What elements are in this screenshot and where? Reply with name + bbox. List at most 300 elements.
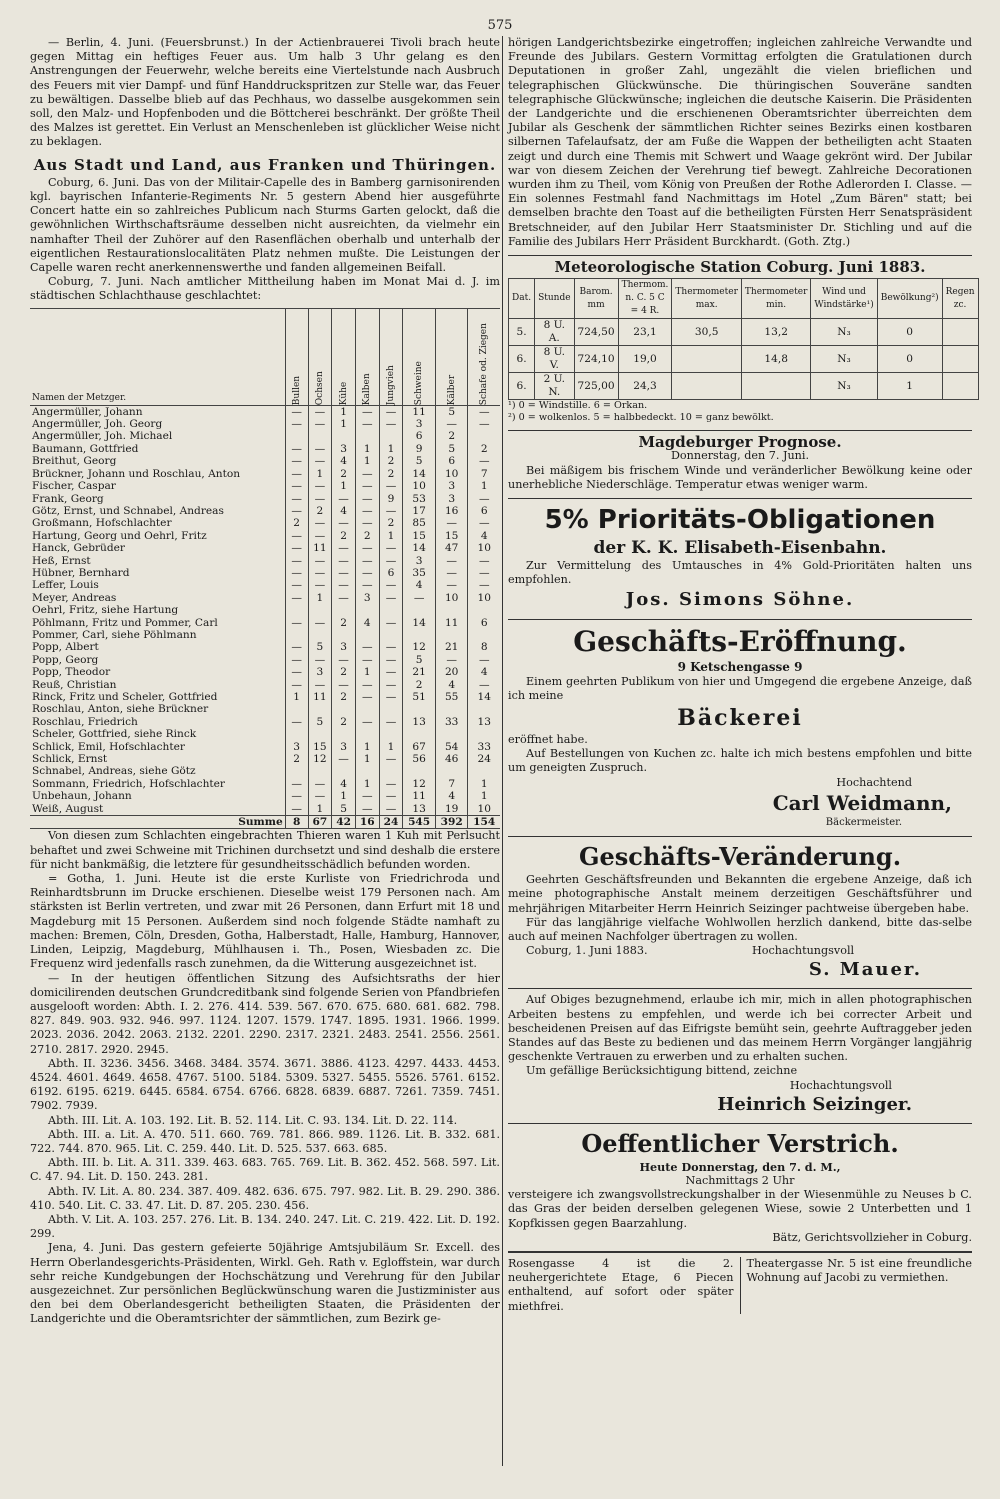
row-cell: 6 bbox=[435, 455, 468, 467]
table-row bbox=[30, 778, 500, 790]
row-cell: 3 bbox=[308, 666, 332, 678]
weather-cell: 1 bbox=[877, 373, 942, 400]
column-divider bbox=[502, 36, 503, 1466]
ad-photo-text: Auf Obiges bezugnehmend, erlaube ich mir, mich in allen photographischen Arbeiten bestens zu empfehlen, und werde ich bei correcter Arbeit und bescheidenen Preisen auf das Eifrigste bemüht sein, geehrte Auftraggeber jeden Standes auf das Beste zu bedienen und das meinem Herrn Vorgänger langjährig geschenkte Vertrauen zu erwerben und zu erhalten suchen. bbox=[508, 993, 972, 1064]
row-cell: 2 bbox=[379, 517, 403, 529]
weather-row bbox=[509, 373, 979, 400]
row-cell: — bbox=[379, 418, 403, 430]
weather-header-col: Thermometer max. bbox=[672, 279, 742, 319]
row-cell: 9 bbox=[379, 493, 403, 505]
row-name: Popp, Theodor bbox=[32, 666, 111, 679]
weather-cell: 5. bbox=[509, 319, 535, 346]
row-cell: 1 bbox=[468, 778, 500, 790]
row-cell: — bbox=[355, 505, 379, 517]
table-row bbox=[30, 641, 500, 653]
row-cell: 85 bbox=[403, 517, 436, 529]
weather-cell: 724,10 bbox=[574, 346, 618, 373]
table-row bbox=[30, 666, 500, 678]
row-cell: 10 bbox=[435, 592, 468, 604]
row-cell: — bbox=[308, 455, 332, 467]
table-header-col: Kalben bbox=[355, 308, 379, 405]
row-cell: — bbox=[285, 405, 308, 418]
weather-cell: N₃ bbox=[811, 373, 877, 400]
ad-change-name: S. Mauer. bbox=[808, 959, 922, 981]
row-cell: 12 bbox=[308, 753, 332, 765]
row-name: Weiß, August bbox=[32, 802, 104, 815]
row-cell: 1 bbox=[355, 666, 379, 678]
row-cell: — bbox=[355, 679, 379, 691]
article-coburg-slaughter: Coburg, 7. Juni. Nach amtlicher Mittheilung haben im Monat Mai d. J. im städtischen Schlachthause geschlachtet: bbox=[30, 275, 500, 303]
weather-cell: 14,8 bbox=[741, 346, 811, 373]
row-name: Sommann, Friedrich, Hofschlachter bbox=[32, 777, 225, 790]
article-coburg-concert: Coburg, 6. Juni. Das von der Militair-Capelle des in Bamberg garnisonirenden kgl. bayrischen Infanterie-Regiments Nr. 5 gestern Abend hier ausgeführte Concert hatte ein so zahlreiches Publicum nach Sturms Garten gelockt, daß die gewöhnlichen Wirthschaftsräume desselben nicht ausreichten, da vielmehr ein namhafter Theil der Zuhörer auf den Rasenflächen oberhalb und unterhalb der eigentlichen Restaurationslocalitäten Platz nehmen mußte. Die Leistungen der Capelle waren recht anerkennenswerthe und fanden allgemeinen Beifall. bbox=[30, 175, 500, 275]
row-cell: 2 bbox=[285, 753, 308, 765]
row-cell: — bbox=[308, 405, 332, 418]
row-cell: 1 bbox=[308, 803, 332, 816]
row-cell bbox=[285, 728, 308, 740]
row-cell: — bbox=[379, 803, 403, 816]
row-cell: — bbox=[332, 579, 356, 591]
ad-opening-shop: Bäckerei bbox=[677, 705, 803, 732]
weather-header-col: Barom. mm bbox=[574, 279, 618, 319]
table-row bbox=[30, 542, 500, 554]
ad-obligations-title: 5% Prioritäts-Obligationen bbox=[544, 505, 936, 536]
row-cell bbox=[379, 629, 403, 641]
weather-cell: N₃ bbox=[811, 346, 877, 373]
row-cell: 11 bbox=[308, 542, 332, 554]
ad-opening-name: Carl Weidmann, bbox=[772, 790, 952, 815]
row-cell bbox=[355, 604, 379, 616]
row-cell bbox=[308, 430, 332, 442]
row-cell: 54 bbox=[435, 741, 468, 753]
table-row bbox=[30, 405, 500, 418]
table-row bbox=[30, 753, 500, 765]
row-cell bbox=[285, 765, 308, 777]
row-cell: 5 bbox=[403, 654, 436, 666]
row-cell: 1 bbox=[379, 741, 403, 753]
weather-cell: 19,0 bbox=[618, 346, 672, 373]
row-cell: 1 bbox=[468, 790, 500, 802]
row-cell: 6 bbox=[403, 430, 436, 442]
ad-opening-role: Bäckermeister. bbox=[825, 816, 902, 828]
row-cell: 11 bbox=[435, 617, 468, 629]
row-name: Roschlau, Friedrich bbox=[32, 715, 138, 728]
row-cell: — bbox=[379, 666, 403, 678]
row-cell bbox=[403, 629, 436, 641]
row-cell bbox=[468, 765, 500, 777]
row-cell bbox=[332, 703, 356, 715]
row-cell bbox=[435, 629, 468, 641]
row-cell: — bbox=[285, 530, 308, 542]
row-cell: — bbox=[435, 517, 468, 529]
row-cell: 56 bbox=[403, 753, 436, 765]
ad-opening-text-2: eröffnet habe. bbox=[508, 733, 588, 747]
row-cell: 47 bbox=[435, 542, 468, 554]
row-cell: — bbox=[468, 679, 500, 691]
row-cell: 4 bbox=[435, 679, 468, 691]
table-row bbox=[30, 455, 500, 467]
row-cell bbox=[403, 765, 436, 777]
row-cell: — bbox=[355, 405, 379, 418]
row-cell: 2 bbox=[285, 517, 308, 529]
weather-cell: 6. bbox=[509, 346, 535, 373]
ad-change-text-2: Für das langjährige vielfache Wohlwollen herzlich dankend, bitte das-selbe auch auf meinen Nachfolger übertragen zu wollen. bbox=[508, 915, 972, 943]
row-cell: 2 bbox=[332, 666, 356, 678]
row-cell: — bbox=[285, 567, 308, 579]
row-cell: — bbox=[355, 691, 379, 703]
row-cell bbox=[379, 728, 403, 740]
row-cell: 67 bbox=[403, 741, 436, 753]
row-cell: 8 bbox=[468, 641, 500, 653]
row-cell: 53 bbox=[403, 493, 436, 505]
ad-change-greeting: Hochachtungsvoll bbox=[752, 944, 855, 958]
row-cell: 5 bbox=[332, 803, 356, 816]
row-cell: — bbox=[285, 716, 308, 728]
row-cell: 1 bbox=[332, 418, 356, 430]
weather-row bbox=[509, 346, 979, 373]
weather-header-col: Thermometer min. bbox=[741, 279, 811, 319]
row-cell: 17 bbox=[403, 505, 436, 517]
row-cell: 6 bbox=[468, 505, 500, 517]
row-cell: 3 bbox=[403, 555, 436, 567]
right-column bbox=[508, 36, 975, 1314]
row-cell: 3 bbox=[332, 641, 356, 653]
row-name: Leffer, Louis bbox=[32, 579, 99, 592]
row-cell: — bbox=[285, 455, 308, 467]
row-cell: 35 bbox=[403, 567, 436, 579]
row-cell: — bbox=[435, 555, 468, 567]
row-cell: — bbox=[379, 480, 403, 492]
row-cell: 2 bbox=[332, 716, 356, 728]
row-name: Angermüller, Joh. Georg bbox=[32, 418, 163, 431]
ad-obligations-firm: Jos. Simons Söhne. bbox=[625, 589, 855, 611]
row-cell: — bbox=[355, 418, 379, 430]
row-cell bbox=[468, 728, 500, 740]
ad-auction-time: Nachmittags 2 Uhr bbox=[685, 1173, 795, 1187]
row-cell: 1 bbox=[355, 443, 379, 455]
row-cell: 12 bbox=[403, 641, 436, 653]
ad-opening-text: Einem geehrten Publikum von hier und Umgegend die ergebene Anzeige, daß ich meine bbox=[508, 674, 972, 702]
row-cell: 1 bbox=[355, 778, 379, 790]
row-cell: — bbox=[332, 753, 356, 765]
row-cell: — bbox=[379, 579, 403, 591]
prognosis-text: Bei mäßigem bis frischem Winde und veränderlicher Bewölkung keine oder unerhebliche Niederschläge. Temperatur etwas weniger warm. bbox=[508, 463, 972, 491]
weather-cell: 8 U. A. bbox=[535, 319, 574, 346]
row-cell: — bbox=[308, 555, 332, 567]
row-cell: 14 bbox=[403, 468, 436, 480]
row-cell: 4 bbox=[332, 778, 356, 790]
row-cell: 15 bbox=[403, 530, 436, 542]
article-lottery-7: Abth. V. Lit. A. 103. 257. 276. Lit. B. 134. 240. 247. Lit. C. 219. 422. Lit. D. 192. 299. bbox=[30, 1212, 500, 1241]
row-cell bbox=[332, 765, 356, 777]
row-cell: — bbox=[468, 493, 500, 505]
ad-change-date: Coburg, 1. Juni 1883. bbox=[526, 944, 648, 958]
row-cell bbox=[308, 765, 332, 777]
row-cell: 2 bbox=[379, 468, 403, 480]
row-cell: 7 bbox=[435, 778, 468, 790]
row-cell: 10 bbox=[468, 542, 500, 554]
row-cell: — bbox=[355, 517, 379, 529]
table-row bbox=[30, 418, 500, 430]
row-cell: 2 bbox=[355, 530, 379, 542]
row-cell: — bbox=[285, 803, 308, 816]
ad-auction-text: versteigere ich zwangsvollstreckungshalber in der Wiesenmühle zu Neuses b C. das Gras der beiden derselben gelegenen Wiese, sowie 2 Unterbetten und 1 Kopfkissen gegen Baarzahlung. bbox=[508, 1188, 972, 1230]
left-column bbox=[30, 36, 500, 1327]
ad-auction-title: Oeffentlicher Verstrich. bbox=[581, 1128, 899, 1158]
row-cell: — bbox=[435, 579, 468, 591]
row-name: Schlick, Emil, Hofschlachter bbox=[32, 740, 185, 753]
table-row bbox=[30, 493, 500, 505]
ad-change-title: Geschäfts-Veränderung. bbox=[578, 842, 902, 872]
ad-photo-text-2: Um gefällige Berücksichtigung bittend, zeichne bbox=[526, 1064, 798, 1078]
row-cell bbox=[355, 703, 379, 715]
row-cell: — bbox=[468, 555, 500, 567]
row-cell: 3 bbox=[403, 418, 436, 430]
row-cell: — bbox=[379, 405, 403, 418]
row-cell: — bbox=[285, 418, 308, 430]
row-cell: — bbox=[332, 567, 356, 579]
table-header-col: Jungvieh bbox=[379, 308, 403, 405]
row-cell: 3 bbox=[332, 443, 356, 455]
row-cell: — bbox=[308, 617, 332, 629]
weather-note-clouds: ²) 0 = wolkenlos. 5 = halbbedeckt. 10 = ganz bewölkt. bbox=[508, 412, 774, 424]
table-row bbox=[30, 592, 500, 604]
table-row bbox=[30, 505, 500, 517]
table-sum-row bbox=[30, 816, 500, 829]
row-name: Breithut, Georg bbox=[32, 455, 117, 468]
table-header-col: Bullen bbox=[285, 308, 308, 405]
row-cell: 2 bbox=[332, 617, 356, 629]
ad-opening-text-3: Auf Bestellungen von Kuchen zc. halte ich mich bestens empfohlen und bitte um geneigten Zuspruch. bbox=[508, 747, 972, 775]
row-cell: — bbox=[379, 505, 403, 517]
row-cell: 14 bbox=[468, 691, 500, 703]
row-cell: 14 bbox=[403, 542, 436, 554]
row-cell: — bbox=[355, 641, 379, 653]
row-cell: 2 bbox=[379, 455, 403, 467]
row-name: Hanck, Gebrüder bbox=[32, 542, 125, 555]
row-cell: 19 bbox=[435, 803, 468, 816]
row-cell: 13 bbox=[403, 803, 436, 816]
row-cell: — bbox=[355, 803, 379, 816]
row-name: Hartung, Georg und Oehrl, Fritz bbox=[32, 529, 207, 542]
article-jena-continued: hörigen Landgerichtsbezirke eingetroffen; ingleichen zahlreiche Verwandte und Freunde des Jubilars. Gestern Vormittag erfolgten die Gratulationen durch Deputationen in großer Zahl, ungezählt die vielen brieflichen und telegraphischen Glückwünsche. Die thüringischen Souveräne sandten telegraphische Glückwünsche; ingleichen die deutsche Kaiserin. Die Präsidenten der Landgerichte und die erschienenen Oberamtsrichter überreichten dem Jubilar als Geschenk der sämmtlichen Richter seines Bezirks einen kostbaren silbernen Tafelaufsatz, der am Fuße die Wappen der betheiligten acht Staaten zeigt und durch eine Themis mit Schwert und Waage gekrönt wird. Der Jubilar war von diesem Zeichen der Verehrung tief bewegt. Zahlreiche Decorationen wurden ihm zu Theil, vom König von Preußen der Rothe Adlerorden I. Classe. — Ein solennes Festmahl fand Nachmittags im Hotel „Zum Bären" statt; bei demselben brachte den Toast auf die betheiligten Fürsten Herr Senatspräsident Bretschneider, auf den Jubilar Herr Staatsminister Dr. Stichling und auf die Familie des Jubilars Herr Präsident Burckhardt. (Goth. Ztg.) bbox=[508, 36, 972, 248]
weather-note-wind: ¹) 0 = Windstille. 6 = Orkan. bbox=[508, 400, 648, 412]
row-cell: 2 bbox=[468, 443, 500, 455]
row-name: Brückner, Johann und Roschlau, Anton bbox=[32, 467, 241, 480]
row-cell: — bbox=[332, 542, 356, 554]
row-name: Götz, Ernst, und Schnabel, Andreas bbox=[32, 504, 224, 517]
row-cell: — bbox=[285, 617, 308, 629]
sum-cell: 42 bbox=[332, 816, 356, 829]
article-after-table: Von diesen zum Schlachten eingebrachten Thieren waren 1 Kuh mit Perlsucht behaftet und zwei Schweine mit Trichinen durchsetzt und sind deshalb die erstere für nicht bankmäßig, die letztere für gesundheitsschädlich befunden worden. bbox=[30, 829, 500, 871]
table-header-col: Ochsen bbox=[308, 308, 332, 405]
row-cell: — bbox=[379, 542, 403, 554]
row-cell: — bbox=[285, 542, 308, 554]
ad-photo-greeting: Hochachtungsvoll bbox=[789, 1078, 892, 1092]
row-cell: — bbox=[379, 592, 403, 604]
article-jena: Jena, 4. Juni. Das gestern gefeierte 50jährige Amtsjubiläum Sr. Excell. des Herrn Oberlandesgerichts-Präsidenten, Wirkl. Geh. Rath v. Egloffstein, war durch sehr reiche Kundgebungen der Hochschätzung und Verehrung für den Jubilar ausgezeichnet. Zur persönlichen Beglückwünschung waren die Justizminister aus den bei dem Oberlandesgericht betheiligten Staaten, die Präsidenten der Landgerichte und die Oberamtsrichter der sämmtlichen, zum Bezirk ge- bbox=[30, 1241, 500, 1326]
row-cell: — bbox=[355, 579, 379, 591]
row-cell: 5 bbox=[435, 405, 468, 418]
weather-cell bbox=[672, 373, 742, 400]
row-cell: — bbox=[308, 778, 332, 790]
table-row bbox=[30, 604, 500, 616]
sum-label: Summe bbox=[30, 816, 285, 829]
row-cell: — bbox=[308, 567, 332, 579]
ad-opening-greeting: Hochachtend bbox=[836, 775, 912, 789]
row-cell bbox=[468, 430, 500, 442]
row-cell: — bbox=[308, 679, 332, 691]
row-cell: 9 bbox=[403, 443, 436, 455]
row-cell: 33 bbox=[468, 741, 500, 753]
row-cell: 4 bbox=[468, 666, 500, 678]
weather-cell: 8 U. V. bbox=[535, 346, 574, 373]
row-cell: 11 bbox=[403, 790, 436, 802]
row-cell: 3 bbox=[435, 493, 468, 505]
row-name: Rinck, Fritz und Scheler, Gottfried bbox=[32, 691, 218, 703]
row-cell: 5 bbox=[435, 443, 468, 455]
row-cell: — bbox=[355, 555, 379, 567]
row-cell: — bbox=[285, 480, 308, 492]
row-cell bbox=[332, 604, 356, 616]
row-cell: — bbox=[379, 654, 403, 666]
row-cell: 4 bbox=[403, 579, 436, 591]
row-cell: 5 bbox=[308, 641, 332, 653]
row-cell: — bbox=[285, 592, 308, 604]
row-cell bbox=[435, 604, 468, 616]
table-row bbox=[30, 430, 500, 442]
row-cell: — bbox=[379, 790, 403, 802]
row-cell: 13 bbox=[468, 716, 500, 728]
row-cell: 21 bbox=[435, 641, 468, 653]
row-cell bbox=[285, 703, 308, 715]
article-gotha: = Gotha, 1. Juni. Heute ist die erste Kurliste von Friedrichroda und Reinhardtsbrunn im Drucke erschienen. Dieselbe weist 179 Personen nach. Am stärksten ist Berlin vertreten, und zwar mit 26 Personen, dann Erfurt mit 18 und Magdeburg mit 15 Personen. Außerdem sind noch folgende Städte namhaft zu machen: Bremen, Cöln, Dresden, Gotha, Halberstadt, Halle, Hamburg, Hannover, Linden, Leipzig, Magdeburg, Mühlhausen i. Th., Posen, Wiesbaden zc. Die Frequenz wird jedenfalls rasch zunehmen, da die Witterung ausgezeichnet ist. bbox=[30, 872, 500, 971]
row-cell bbox=[403, 604, 436, 616]
row-cell: 1 bbox=[332, 790, 356, 802]
sum-cell: 154 bbox=[468, 816, 500, 829]
row-cell: 1 bbox=[468, 480, 500, 492]
row-cell bbox=[308, 703, 332, 715]
row-cell bbox=[332, 629, 356, 641]
row-cell: 51 bbox=[403, 691, 436, 703]
weather-cell: 30,5 bbox=[672, 319, 742, 346]
sum-cell: 545 bbox=[403, 816, 436, 829]
row-cell: — bbox=[435, 654, 468, 666]
row-cell: — bbox=[468, 455, 500, 467]
table-row bbox=[30, 468, 500, 480]
row-cell: 3 bbox=[355, 592, 379, 604]
row-cell bbox=[285, 629, 308, 641]
table-row bbox=[30, 530, 500, 542]
section-title: Aus Stadt und Land, aus Franken und Thüringen. bbox=[33, 155, 497, 174]
row-cell: — bbox=[285, 555, 308, 567]
row-cell: 55 bbox=[435, 691, 468, 703]
weather-header-col: Bewölkung²) bbox=[877, 279, 942, 319]
row-cell bbox=[379, 604, 403, 616]
row-cell: 5 bbox=[308, 716, 332, 728]
row-cell: — bbox=[355, 493, 379, 505]
row-cell: — bbox=[355, 716, 379, 728]
row-cell: — bbox=[403, 592, 436, 604]
row-cell: 46 bbox=[435, 753, 468, 765]
row-cell: 15 bbox=[308, 741, 332, 753]
ad-obligations-subtitle: der K. K. Elisabeth-Eisenbahn. bbox=[593, 538, 887, 559]
row-cell: 2 bbox=[332, 691, 356, 703]
row-cell bbox=[285, 604, 308, 616]
row-cell: — bbox=[285, 468, 308, 480]
weather-cell: 24,3 bbox=[618, 373, 672, 400]
row-cell: — bbox=[285, 790, 308, 802]
weather-header-col: Regen zc. bbox=[942, 279, 978, 319]
row-cell: 3 bbox=[285, 741, 308, 753]
row-cell: — bbox=[285, 666, 308, 678]
row-name: Hübner, Bernhard bbox=[32, 566, 130, 579]
article-lottery-5: Abth. III. b. Lit. A. 311. 339. 463. 683. 765. 769. Lit. B. 362. 452. 568. 597. Lit. C. 47. 94. Lit. D. 150. 243. 281. bbox=[30, 1156, 500, 1184]
row-cell: 1 bbox=[308, 468, 332, 480]
weather-header-col: Wind und Windstärke¹) bbox=[811, 279, 877, 319]
row-cell: 1 bbox=[308, 592, 332, 604]
row-cell bbox=[435, 728, 468, 740]
table-row bbox=[30, 803, 500, 816]
row-cell: 14 bbox=[403, 617, 436, 629]
row-cell: 4 bbox=[332, 505, 356, 517]
sum-cell: 24 bbox=[379, 816, 403, 829]
weather-cell: N₃ bbox=[811, 319, 877, 346]
row-cell bbox=[355, 430, 379, 442]
row-cell: — bbox=[308, 443, 332, 455]
row-name: Popp, Georg bbox=[32, 653, 99, 666]
prognosis-date: Donnerstag, den 7. Juni. bbox=[670, 449, 810, 463]
row-cell: — bbox=[332, 592, 356, 604]
row-cell: 2 bbox=[308, 505, 332, 517]
table-row bbox=[30, 765, 500, 777]
row-cell: 1 bbox=[355, 753, 379, 765]
row-name: Fischer, Caspar bbox=[32, 480, 116, 493]
row-name: Scheler, Gottfried, siehe Rinck bbox=[32, 728, 197, 741]
table-row bbox=[30, 691, 500, 703]
weather-cell bbox=[741, 373, 811, 400]
row-cell: — bbox=[355, 567, 379, 579]
weather-cell: 725,00 bbox=[574, 373, 618, 400]
row-cell: — bbox=[285, 679, 308, 691]
table-header-col: Kälber bbox=[435, 308, 468, 405]
ad-rent-rosengasse: Rosengasse 4 ist die 2. neuhergerichtete Etage, 6 Piecen enthaltend, auf sofort oder später miethfrei. bbox=[508, 1257, 741, 1314]
row-cell: 6 bbox=[468, 617, 500, 629]
row-cell: 13 bbox=[403, 716, 436, 728]
row-cell bbox=[435, 765, 468, 777]
row-name: Reuß, Christian bbox=[32, 678, 117, 691]
row-cell bbox=[468, 629, 500, 641]
article-lottery: — In der heutigen öffentlichen Sitzung des Aufsichtsraths der hier domicilirenden deutschen Grundcreditbank sind folgende Serien von Pfandbriefen ausgelooft worden: Abth. I. 2. 276. 414. 539. 567. 670. 675. 680. 681. 682. 798. 827. 849. 903. 932. 946. 997. 1124. 1207. 1579. 1747. 1895. 1931. 1966. 1999. 2023. 2036. 2042. 2063. 2132. 2201. 2290. 2317. 2321. 2483. 2541. 2556. 2561. 2710. 2817. 2920. 2945. bbox=[30, 971, 500, 1056]
row-cell: — bbox=[332, 555, 356, 567]
row-cell: 2 bbox=[435, 430, 468, 442]
row-cell: — bbox=[308, 654, 332, 666]
weather-header-col: Dat. bbox=[509, 279, 535, 319]
row-cell bbox=[403, 728, 436, 740]
row-cell: — bbox=[379, 691, 403, 703]
row-cell: — bbox=[468, 418, 500, 430]
row-cell: — bbox=[308, 579, 332, 591]
ad-opening-title: Geschäfts-Eröffnung. bbox=[573, 625, 907, 659]
row-cell: — bbox=[379, 716, 403, 728]
row-cell: 11 bbox=[308, 691, 332, 703]
row-cell: — bbox=[355, 468, 379, 480]
row-cell: — bbox=[285, 654, 308, 666]
row-cell: 1 bbox=[379, 530, 403, 542]
table-row bbox=[30, 443, 500, 455]
table-header-col: Schafe od. Ziegen bbox=[468, 308, 500, 405]
sum-cell: 8 bbox=[285, 816, 308, 829]
